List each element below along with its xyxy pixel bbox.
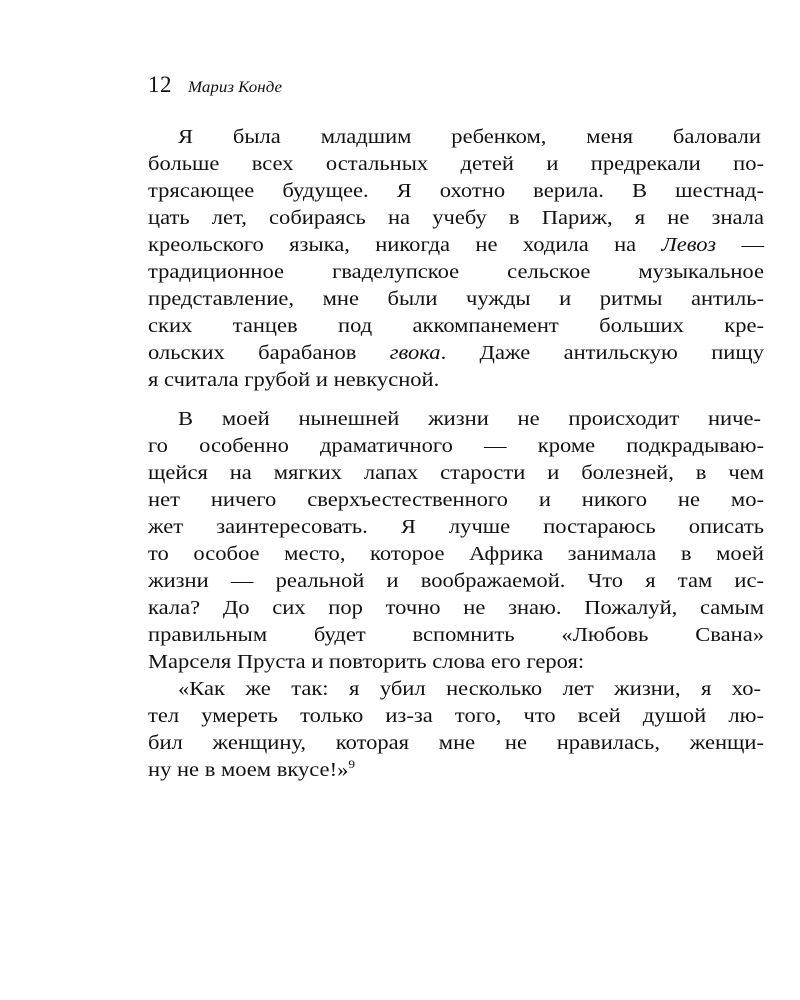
text-line: тел умереть только из-за того, что всей душой лю- [148, 705, 764, 727]
text-line: Марселя Пруста и повторить слова его героя: [148, 651, 585, 673]
italic-term: гвока [389, 342, 441, 364]
running-head [148, 72, 283, 106]
text-line [148, 232, 764, 259]
text-run: ольских барабанов [148, 342, 390, 364]
text-line: трясающее будущее. Я охотно верила. В шестнад- [148, 180, 764, 202]
text-line: то особое место, которое Африка занимала в моей [148, 543, 764, 565]
text-line: Я была младшим ребенком, меня баловали [178, 126, 761, 148]
text-line: В моей нынешней жизни не происходит ниче- [178, 408, 761, 430]
text-line [148, 340, 764, 367]
text-line: я считала грубой и невкусной. [148, 369, 440, 391]
italic-term: Левоз [661, 234, 717, 256]
text-line: жизни — реальной и воображаемой. Что я там ис- [148, 570, 764, 592]
text-run: ну не в моем вкусе!» [148, 759, 349, 781]
text-line: представление, мне были чужды и ритмы антиль- [148, 288, 764, 310]
text-run: креольского языка, никогда не ходила на [148, 234, 662, 256]
text-line: «Как же так: я убил несколько лет жизни, я хо- [178, 678, 761, 700]
text-line: нет ничего сверхъестественного и никого не мо- [148, 489, 764, 511]
text-line: ских танцев под аккомпанемент больших кре- [148, 315, 764, 337]
running-title: Мариз Конде [188, 79, 283, 96]
text-run: . Даже антильскую пищу [440, 342, 764, 364]
page-number: 12 [148, 72, 172, 97]
text-line [148, 757, 764, 784]
text-run: — [716, 234, 764, 256]
footnote-reference[interactable]: 9 [348, 757, 355, 771]
text-line: жет заинтересовать. Я лучше постараюсь описать [148, 516, 764, 538]
text-line: больше всех остальных детей и предрекали по- [148, 153, 764, 175]
text-line: бил женщину, которая мне не нравилась, женщи- [148, 732, 764, 754]
text-line: кала? До сих пор точно не знаю. Пожалуй, самым [148, 597, 764, 619]
text-line: цать лет, собираясь на учебу в Париж, я не знала [148, 207, 764, 229]
text-line: щейся на мягких лапах старости и болезней, в чем [148, 462, 764, 484]
text-line: го особенно драматичного — кроме подкрадываю- [148, 435, 764, 457]
text-line: традиционное гваделупское сельское музыкальное [148, 261, 764, 283]
text-line: правильным будет вспомнить «Любовь Свана» [148, 624, 764, 646]
